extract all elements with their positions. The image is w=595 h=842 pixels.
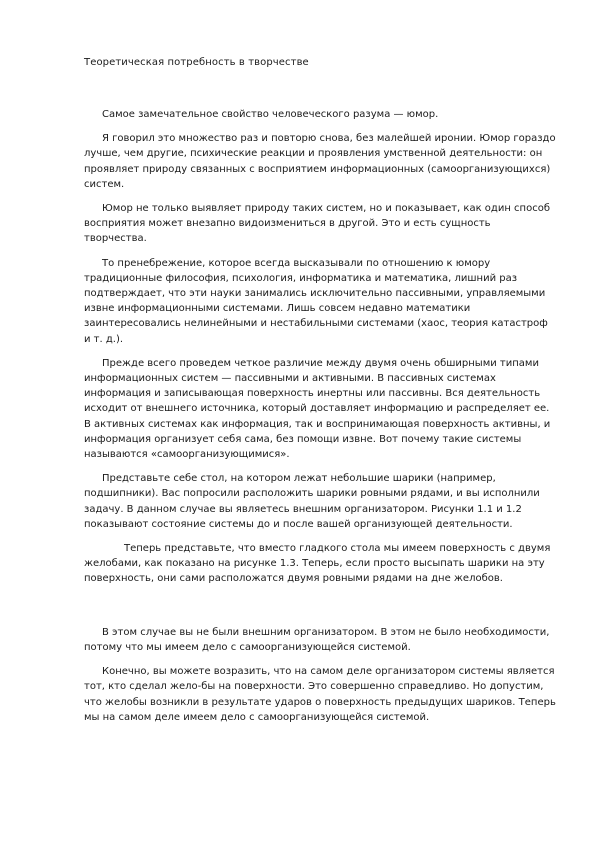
paragraph-5: Прежде всего проведем четкое различие между двумя очень обширными типами информационных систем — пассивными и активными. В пассивных системах информация и записывающая поверхность инертны или пассивны. Вся деятельность исходит от внешнего источника, который доставляет информацию и распределяет ее. В активных системах как информация, так и воспринимающая поверхность активны, и информация организует себя сама, без помощи извне. Вот почему такие системы называются «самоорганизующимися».	[84, 357, 551, 461]
paragraph-1: Самое замечательное свойство человеческого разума — юмор.	[102, 109, 439, 120]
paragraph-4: То пренебрежение, которое всегда высказывали по отношению к юмору традиционные философия, психология, информатика и математика, лишний раз подтверждает, что эти науки занимались исключительно пассивными, управляемыми извне информационными системами. Лишь совсем недавно математики заинтересовались нелинейными и нестабильными системами (хаос, теория катастроф и т. д.).	[84, 257, 548, 345]
paragraph-9: Конечно, вы можете возразить, что на самом деле организатором системы является тот, кто сделал жело-бы на поверхности. Это совершенно справедливо. Но допустим, что желобы возникли в результате ударов о поверхность предыдущих шариков. Теперь мы на самом деле имеем дело с самоорганизующейся системой.	[84, 666, 556, 723]
paragraph-7: Теперь представьте, что вместо гладкого стола мы имеем поверхность с двумя желобами, как показано на рисунке 1.3. Теперь, если просто высыпать шарики на эту поверхность, они сами расположатся двумя ровными рядами на дне желобов.	[84, 543, 551, 585]
paragraph-2: Я говорил это множество раз и повторю снова, без малейшей иронии. Юмор гораздо лучше, чем другие, психические реакции и проявления умственной деятельности: он проявляет природу связанных с восприятием информационных (самоорганизующихся) систем.	[84, 133, 556, 190]
document-title: Теоретическая потребность в творчестве	[84, 57, 309, 68]
paragraph-3: Юмор не только выявляет природу таких систем, но и показывает, как один способ восприятия может внезапно видоизмениться в другой. Это и есть сущность творчества.	[84, 203, 550, 245]
paragraph-8: В этом случае вы не были внешним организатором. В этом не было необходимости, потому что мы имеем дело с самоорганизующейся системой.	[84, 626, 550, 653]
document-page	[84, 56, 556, 725]
paragraph-6: Представьте себе стол, на котором лежат небольшие шарики (например, подшипники). Вас попросили расположить шарики ровными рядами, и вы исполнили задачу. В данном случае вы являетесь внешним организатором. Рисунки 1.1 и 1.2 показывают состояние системы до и после вашей организующей деятельности.	[84, 473, 540, 530]
